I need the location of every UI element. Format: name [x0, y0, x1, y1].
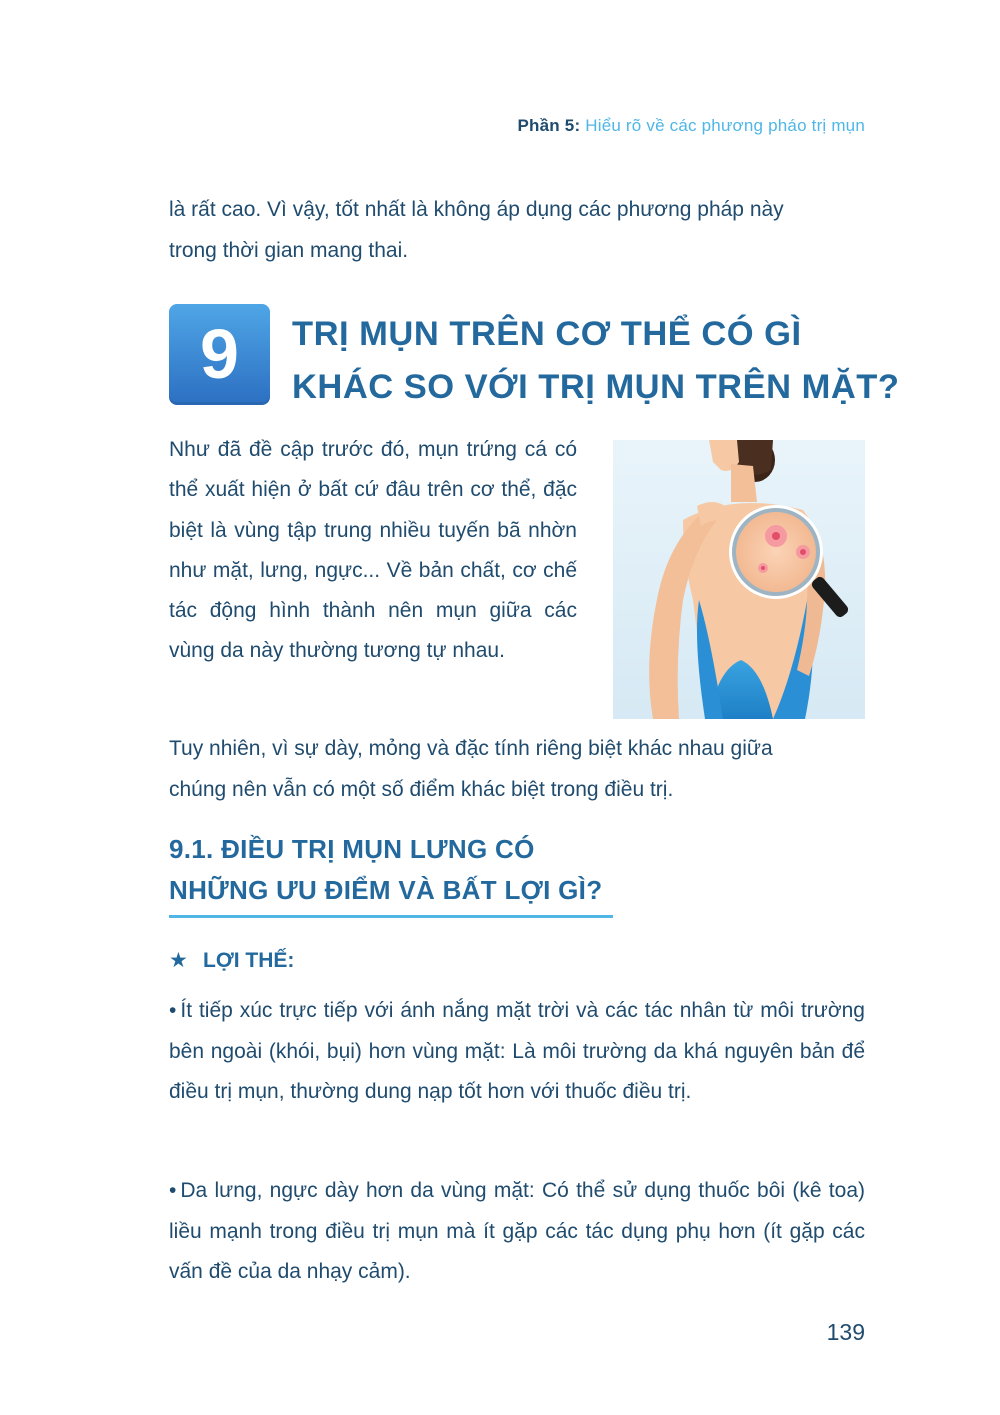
- subsection-title-line: 9.1. ĐIỀU TRỊ MỤN LƯNG CÓ: [169, 834, 535, 864]
- page-number: 139: [826, 1319, 865, 1345]
- bullet-icon: •: [169, 1179, 177, 1202]
- followup-paragraph: [169, 729, 865, 810]
- top-paragraph-line: trong thời gian mang thai.: [169, 238, 409, 262]
- subsection-underline: [169, 915, 613, 918]
- advantage-item-text: Da lưng, ngực dày hơn da vùng mặt: Có thể sử dụng thuốc bôi (kê toa) liều mạnh trong điều trị mụn mà ít gặp các tác dụng phụ hơn (ít gặp các vấn đề của da nhạy cảm).: [169, 1179, 865, 1283]
- intro-paragraph: Như đã đề cập trước đó, mụn trứng cá có thể xuất hiện ở bất cứ đâu trên cơ thể, đặc biệt là vùng tập trung nhiều tuyến bã nhờn như mặt, lưng, ngực... Về bản chất, cơ chế tác động hình thành nên mụn giữa các vùng da này thường tương tự nhau.: [169, 438, 577, 663]
- top-paragraph: [169, 190, 865, 271]
- top-paragraph-line: là rất cao. Vì vậy, tốt nhất là không áp dụng các phương pháp này: [169, 198, 784, 221]
- advantage-item: [169, 991, 865, 1113]
- section-title-line: KHÁC SO VỚI TRỊ MỤN TRÊN MẶT?: [292, 368, 900, 406]
- advantages-heading: [169, 945, 294, 977]
- subsection-title: [169, 829, 602, 911]
- section-number-badge: 9: [169, 304, 270, 405]
- running-header: [518, 116, 866, 136]
- advantage-item-text: Ít tiếp xúc trực tiếp với ánh nắng mặt trời và các tác nhân từ môi trường bên ngoài (khói, bụi) hơn vùng mặt: Là môi trường da khá nguyên bản để điều trị mụn, thường dung nạp tốt hơn với thuốc điều trị.: [169, 999, 865, 1103]
- back-acne-illustration: [613, 440, 865, 719]
- advantage-item: [169, 1171, 865, 1293]
- followup-line: Tuy nhiên, vì sự dày, mỏng và đặc tính riêng biệt khác nhau giữa: [169, 737, 773, 760]
- header-part-title: Hiểu rõ về các phương pháo trị mụn: [585, 116, 865, 135]
- bullet-icon: •: [169, 999, 177, 1022]
- star-icon: ★: [169, 949, 188, 972]
- section-title: [292, 308, 932, 414]
- advantages-heading-label: LỢI THẾ:: [203, 949, 295, 972]
- subsection-title-line: NHỮNG ƯU ĐIỂM VÀ BẤT LỢI GÌ?: [169, 875, 603, 905]
- followup-line: chúng nên vẫn có một số điểm khác biệt trong điều trị.: [169, 777, 674, 801]
- header-part-label: Phần 5:: [517, 116, 581, 135]
- section-title-line: TRỊ MỤN TRÊN CƠ THỂ CÓ GÌ: [292, 315, 802, 353]
